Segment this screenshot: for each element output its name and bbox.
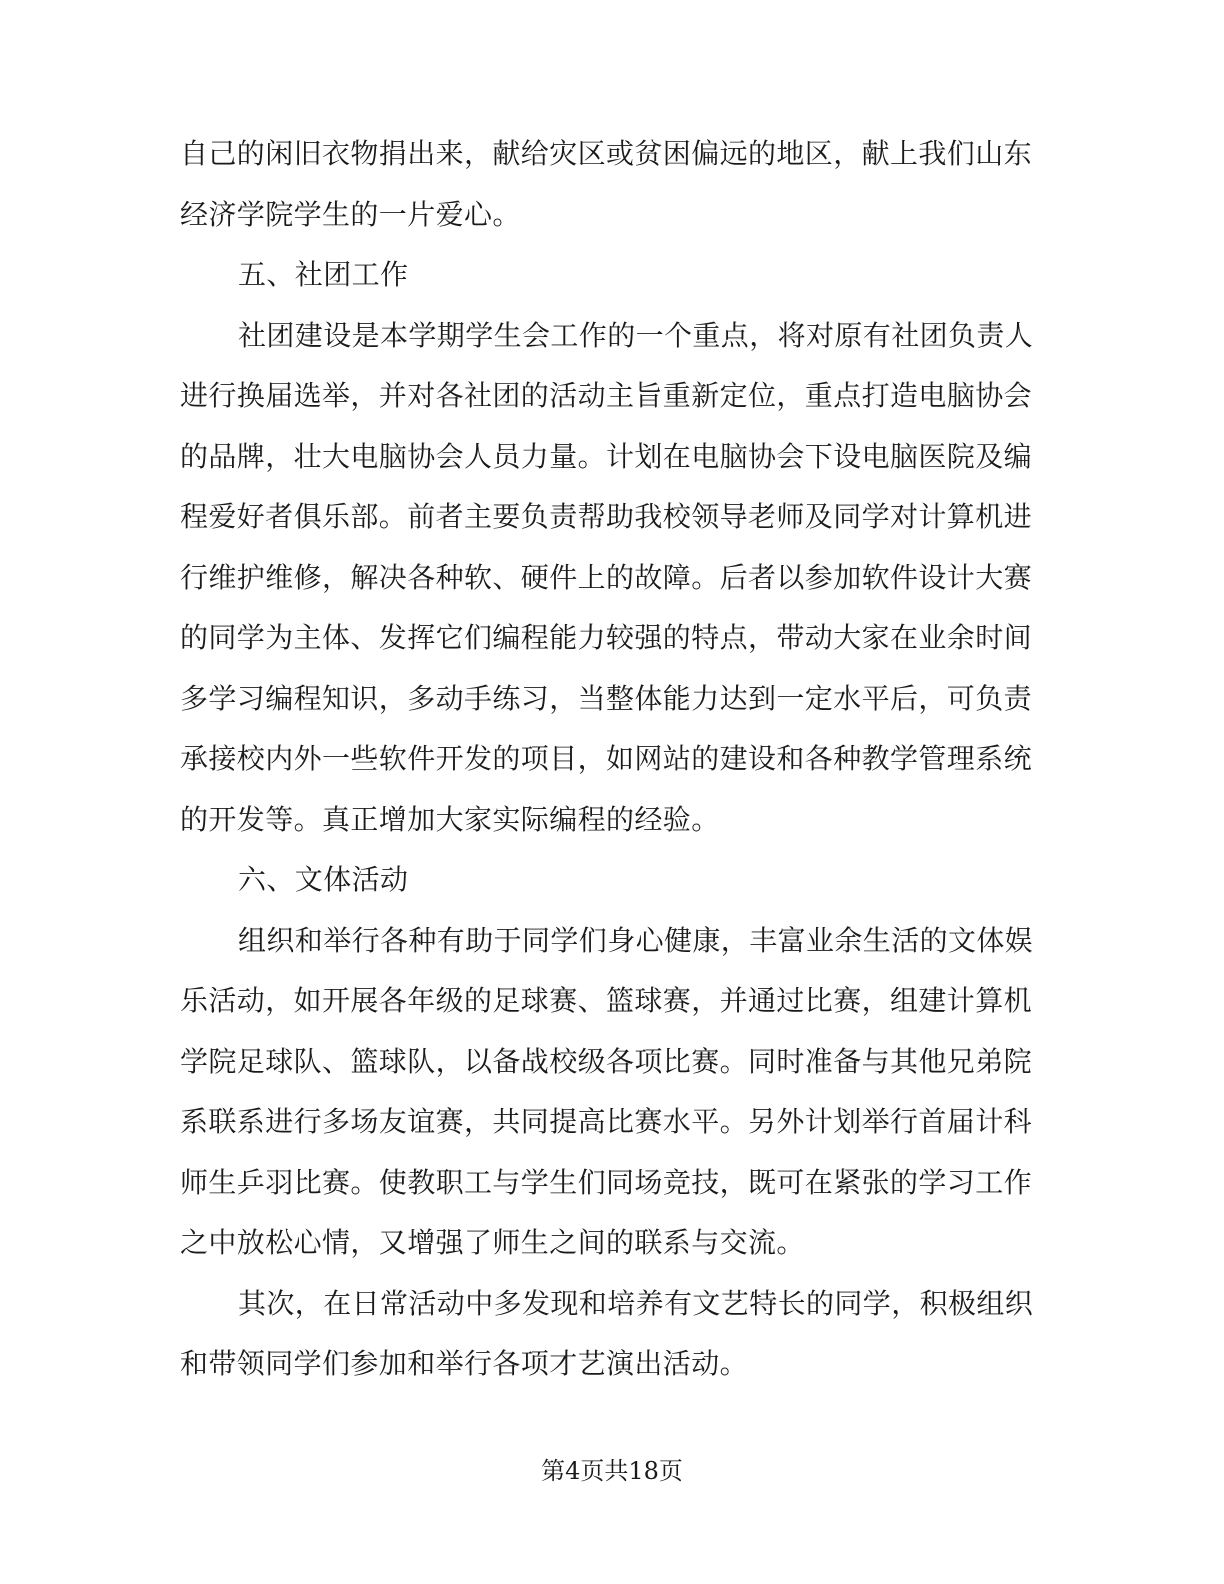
page-number: 第4页共18页 [541,1457,683,1485]
text-line: 组织和举行各种有助于同学们身心健康，丰富业余生活的文体娱 [238,923,1034,957]
text-line: 乐活动，如开展各年级的足球赛、篮球赛，并通过比赛，组建计算机 [180,984,1033,1017]
text-line: 和带领同学们参加和举行各项才艺演出活动。 [180,1347,749,1380]
text-line: 师生乒羽比赛。使教职工与学生们同场竞技，既可在紧张的学习工作 [180,1165,1033,1199]
document-body [180,124,1034,1395]
text-line: 多学习编程知识，多动手练习，当整体能力达到一定水平后，可负责 [180,681,1033,715]
text-line: 的品牌，壮大电脑协会人员力量。计划在电脑协会下设电脑医院及编 [180,439,1033,473]
text-line: 的同学为主体、发挥它们编程能力较强的特点，带动大家在业余时间 [180,621,1033,654]
text-line: 社团建设是本学期学生会工作的一个重点，将对原有社团负责人 [238,318,1034,352]
text-line: 系联系进行多场友谊赛，共同提高比赛水平。另外计划举行首届计科 [180,1105,1033,1138]
text-line: 六、文体活动 [238,863,409,896]
text-line: 经济学院学生的一片爱心。 [180,197,521,231]
text-line: 学院足球队、篮球队，以备战校级各项比赛。同时准备与其他兄弟院 [180,1044,1033,1078]
text-line: 进行换届选举，并对各社团的活动主旨重新定位，重点打造电脑协会 [180,379,1033,412]
text-line: 程爱好者俱乐部。前者主要负责帮助我校领导老师及同学对计算机进 [180,500,1033,533]
text-line: 其次，在日常活动中多发现和培养有文艺特长的同学，积极组织 [238,1286,1034,1320]
text-line: 五、社团工作 [238,258,409,291]
text-line: 之中放松心情，又增强了师生之间的联系与交流。 [180,1226,805,1259]
text-line: 自己的闲旧衣物捐出来，献给灾区或贫困偏远的地区，献上我们山东 [180,137,1033,170]
text-line: 行维护维修，解决各种软、硬件上的故障。后者以参加软件设计大赛 [180,560,1033,594]
text-line: 承接校内外一些软件开发的项目，如网站的建设和各种教学管理系统 [180,742,1033,775]
text-line: 的开发等。真正增加大家实际编程的经验。 [180,802,720,836]
